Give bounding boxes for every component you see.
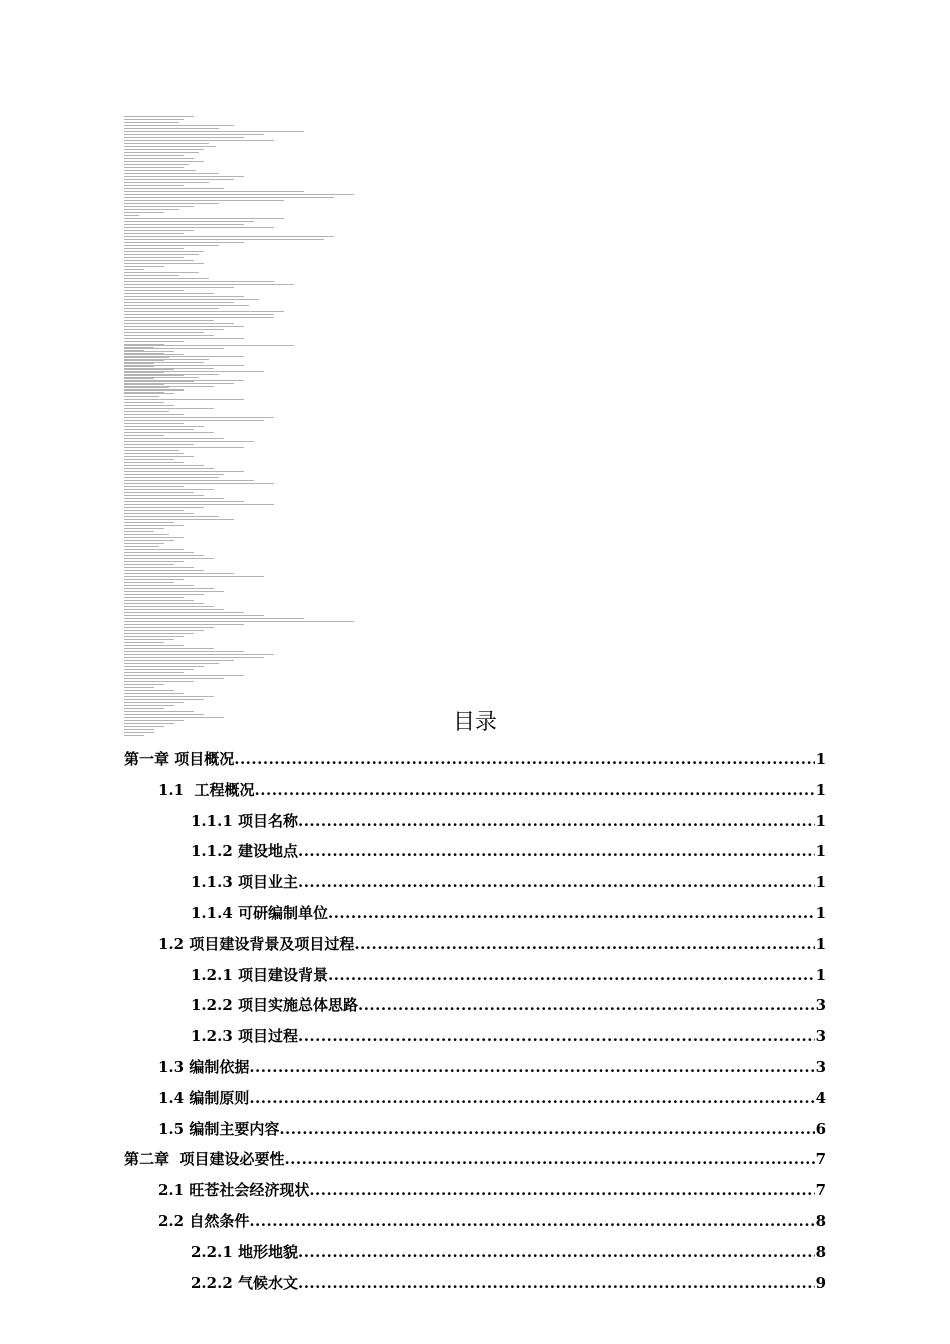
- toc-entry-text: 第一章 项目概况: [124, 750, 235, 768]
- illegible-line: [124, 627, 214, 628]
- illegible-line: [124, 651, 244, 652]
- illegible-line: [124, 224, 244, 225]
- illegible-line: [124, 603, 204, 604]
- illegible-line: [124, 227, 274, 228]
- illegible-line: [124, 221, 254, 222]
- illegible-line: [124, 375, 184, 376]
- toc-entry-text: 1.1.1 项目名称: [191, 811, 298, 830]
- illegible-line: [124, 176, 244, 177]
- toc-entry[interactable]: [191, 898, 826, 929]
- illegible-line: [124, 209, 179, 210]
- illegible-line: [124, 450, 179, 451]
- illegible-line: [124, 495, 204, 496]
- toc-entry-text: 1.4 编制原则: [158, 1088, 250, 1107]
- toc-dot-leader: [298, 1268, 815, 1299]
- illegible-line: [124, 666, 204, 667]
- illegible-line: [124, 705, 174, 706]
- illegible-line: [124, 194, 354, 195]
- toc-dot-leader: [358, 990, 815, 1021]
- illegible-line: [124, 657, 264, 658]
- illegible-line: [124, 663, 219, 664]
- illegible-line: [124, 492, 194, 493]
- illegible-line: [124, 215, 139, 216]
- illegible-line: [124, 290, 184, 291]
- toc-entry-page: 1: [815, 965, 826, 984]
- illegible-line: [124, 489, 214, 490]
- illegible-line: [124, 152, 199, 153]
- illegible-line: [124, 287, 234, 288]
- illegible-line: [124, 414, 184, 415]
- illegible-line: [124, 131, 304, 132]
- illegible-line: [124, 645, 184, 646]
- illegible-line: [124, 615, 264, 616]
- illegible-line: [124, 341, 184, 342]
- illegible-line: [124, 236, 334, 237]
- illegible-line: [124, 116, 194, 117]
- toc-entry[interactable]: [191, 960, 826, 991]
- toc-entry-text: 1.2.1 项目建设背景: [191, 965, 328, 984]
- toc-dot-leader: [298, 1021, 815, 1052]
- illegible-line: [124, 459, 174, 460]
- toc-dot-leader: [284, 1144, 814, 1175]
- illegible-line: [124, 570, 204, 571]
- illegible-line: [124, 582, 174, 583]
- illegible-line: [124, 675, 244, 676]
- illegible-line: [124, 537, 184, 538]
- illegible-line: [124, 137, 244, 138]
- illegible-line: [124, 164, 189, 165]
- illegible-line: [124, 125, 234, 126]
- illegible-line: [124, 654, 274, 655]
- toc-entry[interactable]: [191, 806, 826, 837]
- illegible-line: [124, 314, 274, 315]
- illegible-line: [124, 594, 204, 595]
- illegible-line: [124, 588, 214, 589]
- illegible-line: [124, 534, 169, 535]
- toc-entry-page: 7: [815, 1150, 826, 1169]
- illegible-line: [124, 188, 224, 189]
- illegible-line: [124, 212, 164, 213]
- illegible-line: [124, 155, 184, 156]
- illegible-line: [124, 146, 216, 147]
- illegible-line: [124, 206, 194, 207]
- toc-entry[interactable]: [158, 1083, 826, 1114]
- toc-dot-leader: [328, 960, 815, 991]
- illegible-line: [124, 239, 324, 240]
- illegible-line: [124, 561, 184, 562]
- illegible-line: [124, 684, 164, 685]
- illegible-line: [124, 122, 179, 123]
- illegible-line: [124, 528, 164, 529]
- illegible-line: [124, 633, 194, 634]
- toc-entry-text: 2.2.1 地形地貌: [191, 1242, 298, 1261]
- illegible-line: [124, 338, 244, 339]
- illegible-line: [124, 678, 224, 679]
- toc-entry[interactable]: [124, 744, 826, 775]
- illegible-line: [124, 618, 304, 619]
- illegible-line: [124, 363, 154, 364]
- toc-dot-leader: [234, 744, 814, 775]
- illegible-line: [124, 432, 214, 433]
- illegible-line: [124, 576, 264, 577]
- illegible-line: [124, 504, 274, 505]
- illegible-line: [124, 453, 184, 454]
- toc-dot-leader: [255, 775, 815, 806]
- toc-entry-text: 1.2.3 项目过程: [191, 1027, 298, 1046]
- illegible-line: [124, 639, 174, 640]
- illegible-line: [124, 182, 209, 183]
- illegible-line: [124, 200, 284, 201]
- illegible-line: [124, 387, 169, 388]
- illegible-line: [124, 555, 204, 556]
- illegible-line: [124, 320, 214, 321]
- illegible-line: [124, 263, 204, 264]
- illegible-line: [124, 411, 169, 412]
- toc-entry-text: 1.5 编制主要内容: [158, 1119, 280, 1138]
- illegible-line: [124, 354, 184, 355]
- illegible-line: [124, 420, 264, 421]
- toc-title: 目录: [452, 710, 497, 735]
- toc-entry-page: 8: [815, 1242, 826, 1261]
- illegible-line: [124, 405, 174, 406]
- illegible-line: [124, 149, 204, 150]
- illegible-line: [124, 669, 194, 670]
- illegible-line: [124, 158, 194, 159]
- illegible-line: [124, 332, 204, 333]
- illegible-line: [124, 573, 234, 574]
- illegible-line: [124, 399, 244, 400]
- illegible-line: [124, 299, 259, 300]
- illegible-line: [124, 218, 284, 219]
- illegible-line: [124, 552, 194, 553]
- illegible-line: [124, 516, 219, 517]
- illegible-line: [124, 693, 184, 694]
- illegible-line: [124, 540, 174, 541]
- toc-entry-page: 6: [815, 1119, 826, 1138]
- illegible-line: [124, 197, 334, 198]
- illegible-line: [124, 513, 194, 514]
- illegible-line: [124, 567, 194, 568]
- illegible-line: [124, 429, 194, 430]
- illegible-line: [124, 687, 154, 688]
- illegible-line: [124, 326, 244, 327]
- illegible-line: [124, 549, 184, 550]
- toc-entry[interactable]: [191, 1268, 826, 1299]
- illegible-line: [124, 648, 214, 649]
- illegible-line: [124, 119, 184, 120]
- toc-entry-text: 1.3 编制依据: [158, 1058, 250, 1076]
- illegible-line: [124, 681, 194, 682]
- illegible-line: [124, 471, 244, 472]
- toc-dot-leader: [328, 898, 815, 929]
- illegible-line: [124, 170, 196, 171]
- toc-dot-leader: [309, 1175, 814, 1206]
- toc-entry-page: 4: [815, 1088, 826, 1107]
- toc-dot-leader: [354, 929, 814, 960]
- illegible-line: [124, 522, 174, 523]
- illegible-line: [124, 167, 184, 168]
- illegible-line: [124, 134, 264, 135]
- illegible-line: [124, 408, 214, 409]
- toc-entry-text: 1.1.3 项目业主: [191, 873, 298, 892]
- toc-dot-leader: [298, 867, 815, 898]
- illegible-line: [124, 384, 164, 385]
- toc-dot-leader: [249, 1052, 814, 1083]
- illegible-line: [124, 179, 234, 180]
- toc-entry-page: 1: [815, 904, 826, 922]
- toc-entry[interactable]: [191, 1021, 826, 1052]
- illegible-line: [124, 393, 174, 394]
- illegible-line: [124, 417, 274, 418]
- toc-entry-page: 1: [815, 934, 826, 953]
- illegible-line: [124, 257, 184, 258]
- toc-entry[interactable]: [191, 836, 826, 867]
- toc-entry-page: 3: [815, 1027, 826, 1046]
- illegible-line: [124, 360, 164, 361]
- toc-entry[interactable]: [158, 1114, 826, 1145]
- illegible-line: [124, 140, 274, 141]
- illegible-line: [124, 507, 204, 508]
- illegible-text-block-2: [124, 345, 354, 738]
- illegible-line: [124, 423, 184, 424]
- illegible-line: [124, 366, 154, 367]
- illegible-line: [124, 296, 244, 297]
- illegible-line: [124, 372, 164, 373]
- toc-dot-leader: [298, 1237, 815, 1268]
- illegible-line: [124, 546, 159, 547]
- toc-entry-page: 1: [815, 750, 826, 768]
- illegible-line: [124, 173, 219, 174]
- illegible-line: [124, 531, 154, 532]
- illegible-line: [124, 447, 244, 448]
- illegible-line: [124, 690, 174, 691]
- illegible-line: [124, 329, 224, 330]
- toc-entry-page: 1: [815, 873, 826, 892]
- illegible-line: [124, 483, 274, 484]
- toc-entry[interactable]: [158, 775, 826, 806]
- illegible-line: [124, 474, 224, 475]
- toc-entry[interactable]: [158, 1052, 826, 1083]
- toc-entry-page: 8: [815, 1212, 826, 1230]
- illegible-line: [124, 348, 224, 349]
- illegible-line: [124, 284, 294, 285]
- illegible-line: [124, 465, 204, 466]
- illegible-line: [124, 630, 204, 631]
- illegible-line: [124, 636, 184, 637]
- toc-entry-text: 2.1 旺苍社会经济现状: [158, 1181, 310, 1200]
- illegible-line: [124, 441, 254, 442]
- illegible-line: [124, 390, 184, 391]
- illegible-line: [124, 462, 184, 463]
- illegible-line: [124, 245, 219, 246]
- illegible-line: [124, 498, 224, 499]
- illegible-line: [124, 621, 354, 622]
- toc-entry-text: 2.2 自然条件: [158, 1212, 250, 1230]
- toc-dot-leader: [298, 836, 815, 867]
- toc-entry-page: 3: [815, 996, 826, 1015]
- illegible-line: [124, 519, 234, 520]
- toc-entry[interactable]: [158, 929, 826, 960]
- illegible-line: [124, 378, 154, 379]
- toc-entry-text: 1.1 工程概况: [158, 780, 255, 799]
- illegible-line: [124, 308, 219, 309]
- illegible-line: [124, 501, 244, 502]
- toc-entry[interactable]: [191, 990, 826, 1021]
- illegible-line: [124, 672, 184, 673]
- illegible-line: [124, 558, 214, 559]
- illegible-line: [124, 426, 204, 427]
- toc-entry-page: 1: [815, 811, 826, 830]
- toc-entry-page: 1: [815, 780, 826, 799]
- illegible-line: [124, 609, 224, 610]
- toc-entry[interactable]: [158, 1175, 826, 1206]
- toc-entry-text: 2.2.2 气候水文: [191, 1273, 298, 1292]
- illegible-line: [124, 624, 244, 625]
- toc-entry-page: 1: [815, 842, 826, 861]
- illegible-line: [124, 456, 194, 457]
- illegible-line: [124, 278, 209, 279]
- illegible-line: [124, 161, 204, 162]
- illegible-line: [124, 143, 209, 144]
- illegible-line: [124, 275, 179, 276]
- illegible-line: [124, 191, 304, 192]
- illegible-line: [124, 260, 194, 261]
- toc-dot-leader: [298, 806, 815, 837]
- illegible-line: [124, 203, 219, 204]
- illegible-line: [124, 699, 204, 700]
- illegible-line: [124, 597, 184, 598]
- illegible-line: [124, 251, 204, 252]
- illegible-line: [124, 269, 144, 270]
- illegible-line: [124, 396, 159, 397]
- illegible-line: [124, 510, 184, 511]
- illegible-line: [124, 612, 244, 613]
- illegible-line: [124, 357, 169, 358]
- illegible-line: [124, 311, 284, 312]
- illegible-line: [124, 369, 174, 370]
- toc-entry-text: 1.2.2 项目实施总体思路: [191, 996, 358, 1015]
- illegible-line: [124, 254, 199, 255]
- toc-entry[interactable]: [124, 1144, 826, 1175]
- illegible-line: [124, 660, 234, 661]
- toc-dot-leader: [249, 1206, 814, 1237]
- illegible-line: [124, 351, 174, 352]
- illegible-line: [124, 579, 184, 580]
- illegible-line: [124, 230, 194, 231]
- toc-entry-text: 1.1.4 可研编制单位: [191, 904, 328, 922]
- toc-dot-leader: [279, 1114, 814, 1145]
- illegible-line: [124, 468, 214, 469]
- illegible-line: [124, 345, 294, 346]
- illegible-line: [124, 402, 164, 403]
- illegible-line: [124, 444, 194, 445]
- illegible-line: [124, 585, 194, 586]
- illegible-line: [124, 543, 164, 544]
- illegible-line: [124, 293, 214, 294]
- illegible-line: [124, 642, 164, 643]
- toc-entry-page: 3: [815, 1058, 826, 1076]
- illegible-line: [124, 281, 274, 282]
- illegible-line: [124, 335, 214, 336]
- illegible-line: [124, 525, 184, 526]
- illegible-line: [124, 185, 184, 186]
- toc-entry[interactable]: [191, 1237, 826, 1268]
- illegible-line: [124, 233, 184, 234]
- illegible-line: [124, 266, 164, 267]
- illegible-line: [124, 305, 249, 306]
- illegible-line: [124, 591, 224, 592]
- toc-entry[interactable]: [191, 867, 826, 898]
- illegible-line: [124, 600, 194, 601]
- illegible-line: [124, 564, 174, 565]
- illegible-line: [124, 248, 184, 249]
- illegible-line: [124, 696, 214, 697]
- illegible-line: [124, 323, 234, 324]
- illegible-line: [124, 486, 184, 487]
- illegible-line: [124, 606, 214, 607]
- illegible-line: [124, 435, 164, 436]
- toc-dot-leader: [249, 1083, 814, 1114]
- toc-entry-text: 1.1.2 建设地点: [191, 842, 298, 861]
- illegible-line: [124, 480, 254, 481]
- illegible-line: [124, 272, 199, 273]
- illegible-line: [124, 381, 194, 382]
- toc-entry-page: 9: [815, 1273, 826, 1292]
- toc-entry-text: 1.2 项目建设背景及项目过程: [158, 934, 355, 953]
- illegible-line: [124, 477, 219, 478]
- illegible-line: [124, 302, 234, 303]
- toc-entry[interactable]: [158, 1206, 826, 1237]
- illegible-line: [124, 702, 184, 703]
- illegible-line: [124, 128, 219, 129]
- illegible-line: [124, 438, 224, 439]
- toc-entry-page: 7: [815, 1181, 826, 1200]
- illegible-line: [124, 317, 274, 318]
- toc-entry-text: 第二章 项目建设必要性: [124, 1150, 285, 1169]
- illegible-line: [124, 242, 244, 243]
